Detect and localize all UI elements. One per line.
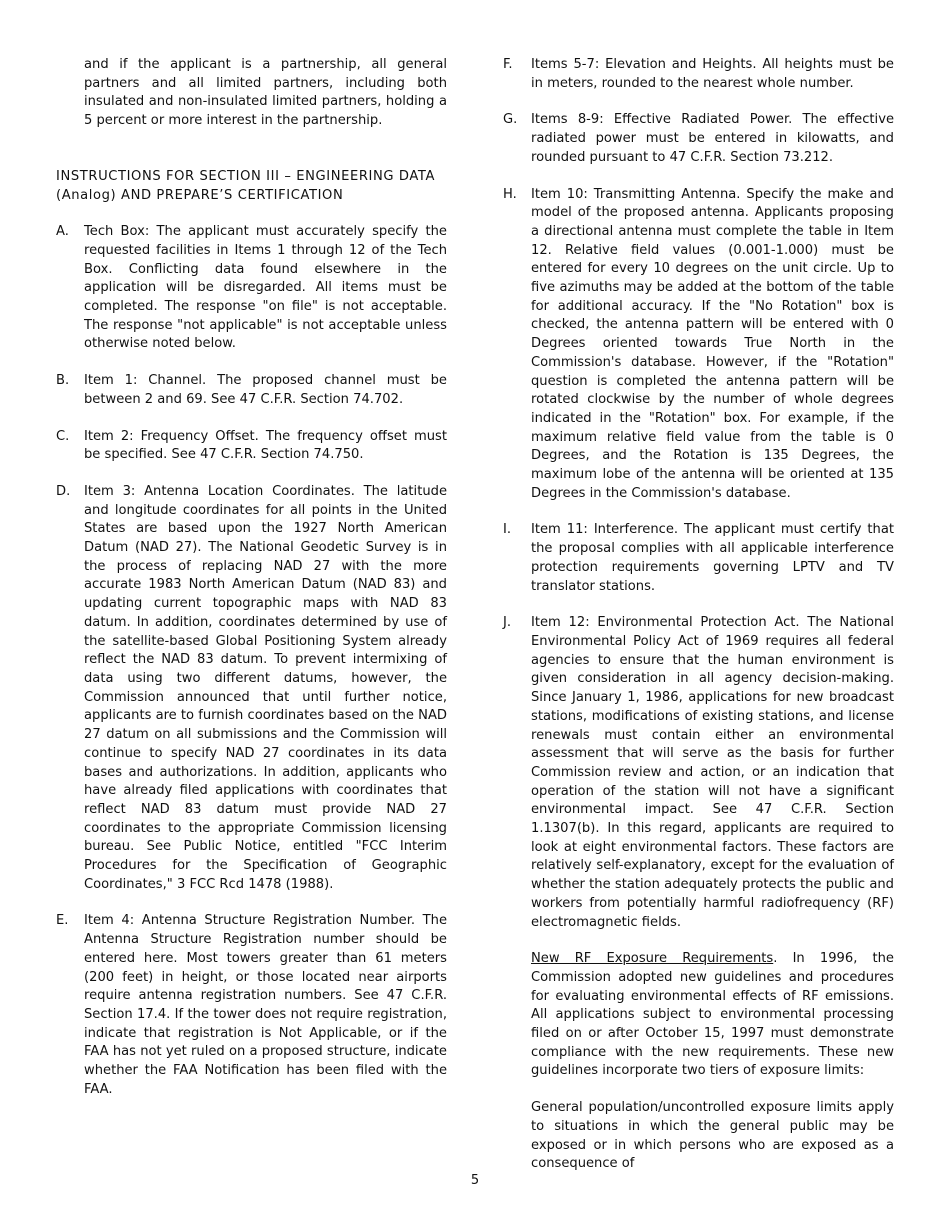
instruction-item-j: [503, 614, 894, 932]
item-letter: B.: [56, 373, 70, 389]
item-text: The National Environmental Policy Act of 1969 requires all federal agencies to ensure that the human environment is given consideration in all agency decision-making. Since January 1, 1986, applications for new broadcast stations, modifications of existing stations, and license renewals must contain either an environmental assessment that will serve as the basis for further Commission review and action, or an indication that operation of the station will not have a significant environmental impact. See 47 C.F.R. Section 1.1307(b). In this regard, applicants are required to look at eight environmental factors. These factors are relatively self-explanatory, except for the evaluation of whether the station adequately protects the public and workers from potentially harmful radiofrequency (RF) electromagnetic fields.: [531, 615, 894, 930]
instruction-item-e: [56, 912, 447, 1099]
item-title: Item 10: Transmitting Antenna.: [531, 186, 741, 202]
intro-paragraph: and if the applicant is a partnership, all general partners and all limited partners, including both insulated and non-insulated limited partners, holding a 5 percent or more interest in the partnership.: [84, 57, 447, 129]
instruction-item-h: [503, 186, 894, 504]
item-text: The effective radiated power must be entered in kilowatts, and rounded pursuant to 47 C.F.R. Section 73.212.: [531, 112, 894, 165]
item-title: Item 1: Channel.: [84, 373, 207, 389]
item-text: All heights must be in meters, rounded to the nearest whole number.: [531, 57, 894, 91]
section-heading: INSTRUCTIONS FOR SECTION III – ENGINEERING DATA (Analog) AND PREPARE’S CERTIFICATION: [56, 168, 436, 203]
general-population-paragraph: General population/uncontrolled exposure limits apply to situations in which the general public may be exposed or in which persons who are exposed as a consequence of: [531, 1100, 894, 1172]
item-letter: C.: [56, 428, 70, 444]
item-title: Item 11: Interference.: [531, 522, 679, 538]
right-column: [503, 56, 894, 1174]
instruction-item-b: [56, 372, 447, 409]
item-letter: E.: [56, 913, 69, 929]
item-title: Items 5-7: Elevation and Heights.: [531, 57, 757, 72]
item-letter: H.: [503, 186, 517, 202]
rf-exposure-paragraph: [503, 950, 894, 1081]
instruction-item-d: [56, 483, 447, 894]
item-title: Tech Box:: [84, 224, 150, 240]
item-title: Item 2: Frequency Offset.: [84, 428, 259, 444]
left-column: [56, 56, 447, 1099]
item-letter: J.: [503, 615, 512, 631]
item-letter: G.: [503, 112, 518, 128]
item-text: The applicant must certify that the proposal complies with all applicable interference protection requirements governing LPTV and TV translator stations.: [531, 522, 895, 594]
instruction-item-c: [56, 428, 447, 465]
instruction-item-i: [503, 521, 894, 596]
instruction-item-a: [56, 223, 447, 354]
item-text: The proposed channel must be between 2 and 69. See 47 C.F.R. Section 74.702.: [84, 373, 447, 407]
item-title: Item 3: Antenna Location Coordinates.: [84, 483, 355, 499]
rf-exposure-text: . In 1996, the Commission adopted new guidelines and procedures for evaluating environmental effects of RF emissions. All applications subject to environmental processing filed on or after October 15, 1997 must demonstrate compliance with the new requirements. These new guidelines incorporate two tiers of exposure limits:: [531, 951, 894, 1079]
item-text: The latitude and longitude coordinates for all points in the United States are based upon the 1927 North American Datum (NAD 27). The National Geodetic Survey is in the process of replacing NAD 27 with the more accurate 1983 North American Datum (NAD 83) and updating current topographic maps with NAD 83 datum. In addition, coordinates determined by use of the satellite-based Global Positioning System already reflect the NAD 83 datum. To prevent intermixing of data using two different datums, however, the Commission announced that until further notice, applicants are to furnish coordinates based on the NAD 27 datum on all submissions and the Commission will continue to specify NAD 27 coordinates in its data bases and authorizations. In addition, applicants who have already filed applications with coordinates that reflect NAD 83 datum must provide NAD 27 coordinates to the appropriate Commission licensing bureau. See Public Notice, entitled "FCC Interim Procedures for the Specification of Geographic Coordinates," 3 FCC Rcd 1478 (1988).: [84, 483, 447, 892]
item-text: Specify the make and model of the proposed antenna. Applicants proposing a directional antenna must complete the table in Item 12. Relative field values (0.001-1.000) must be entered for every 10 degrees on the unit circle. Up to five azimuths may be added at the bottom of the table for additional accuracy. If the "No Rotation" box is checked, the antenna pattern will be entered with 0 Degrees oriented towards True North in the Commission's database. However, if the "Rotation" question is completed the antenna pattern will be rotated clockwise by the number of whole degrees indicated in the "Rotation" box. For example, if the maximum relative field value from the table is 0 Degrees, and the Rotation is 135 Degrees, the maximum lobe of the antenna will be oriented at 135 Degrees in the Commission's database.: [531, 186, 894, 501]
page-number: 5: [470, 1173, 480, 1188]
rf-exposure-title: New RF Exposure Requirements: [531, 951, 774, 967]
item-letter: F.: [503, 57, 513, 72]
item-title: Item 4: Antenna Structure Registration Number.: [84, 913, 416, 929]
item-letter: I.: [503, 522, 512, 538]
item-text: The Antenna Structure Registration number should be entered here. Most towers greater than 61 meters (200 feet) in height, or those located near airports require antenna registration numbers. See 47 C.F.R. Section 17.4. If the tower does not require registration, indicate that registration is Not Applicable, or if the FAA has not yet ruled on a proposed structure, indicate whether the FAA Notification has been filed with the FAA.: [84, 913, 447, 1097]
item-text: The applicant must accurately specify the requested facilities in Items 1 through 12 of the Tech Box. Conflicting data found elsewhere in the application will be disregarded. All items must be completed. The response "on file" is not acceptable. The response "not applicable" is not acceptable unless otherwise noted below.: [84, 224, 447, 352]
item-title: Items 8-9: Effective Radiated Power.: [531, 112, 793, 128]
item-letter: A.: [56, 224, 69, 240]
item-title: Item 12: Environmental Protection Act.: [531, 615, 800, 631]
instruction-item-g: [503, 111, 894, 167]
instruction-item-f: [503, 56, 894, 93]
item-text: The frequency offset must be specified. See 47 C.F.R. Section 74.750.: [84, 428, 447, 463]
item-letter: D.: [56, 483, 71, 499]
